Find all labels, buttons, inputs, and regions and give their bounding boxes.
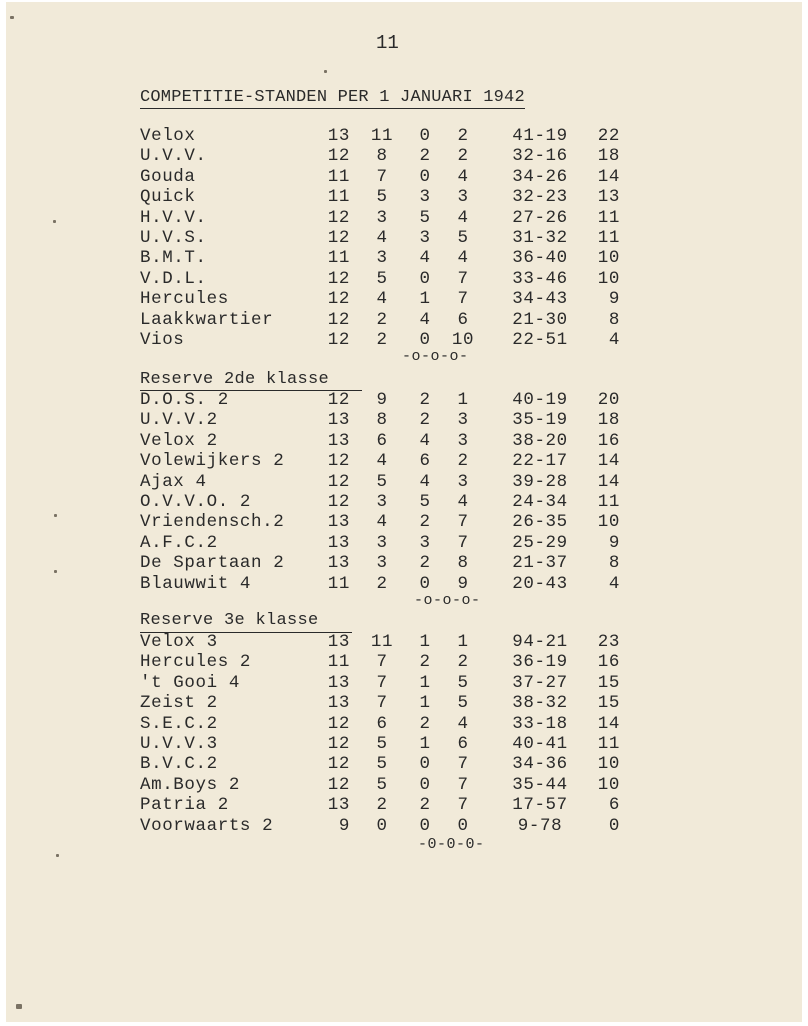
won-cell: 5: [376, 754, 388, 775]
table-row: [140, 472, 620, 492]
team-name-cell: U.V.V.2: [140, 410, 218, 431]
goals-cell: 31-32: [512, 227, 568, 248]
played-cell: 12: [327, 390, 350, 410]
won-cell: 3: [376, 532, 388, 553]
drawn-cell: 2: [419, 713, 431, 734]
played-cell: 12: [327, 491, 350, 512]
played-cell: 12: [327, 471, 350, 492]
lost-cell: 4: [457, 166, 469, 187]
points-cell: 16: [597, 652, 620, 673]
played-cell: 11: [327, 187, 350, 208]
played-cell: 12: [327, 268, 350, 289]
played-cell: 11: [327, 248, 350, 269]
lost-cell: 7: [457, 754, 469, 775]
section-separator: -o-o-o-: [414, 592, 481, 609]
team-name-cell: Vriendensch.2: [140, 512, 285, 533]
section-separator: -0-0-0-: [418, 836, 485, 853]
goals-cell: 36-40: [512, 248, 568, 269]
paper-speck: [324, 70, 327, 73]
points-cell: 14: [597, 471, 620, 492]
goals-cell: 34-43: [512, 289, 568, 310]
team-name-cell: B.M.T.: [140, 248, 207, 269]
played-cell: 12: [327, 207, 350, 228]
drawn-cell: 0: [419, 754, 431, 775]
lost-cell: 3: [457, 187, 469, 208]
goals-cell: 39-28: [512, 471, 568, 492]
team-name-cell: U.V.V.3: [140, 733, 218, 754]
played-cell: 12: [327, 733, 350, 754]
played-cell: 12: [327, 713, 350, 734]
lost-cell: 1: [457, 390, 469, 410]
table-row: [140, 492, 620, 512]
points-cell: 10: [597, 248, 620, 269]
goals-cell: 21-37: [512, 553, 568, 574]
goals-cell: 22-17: [512, 451, 568, 472]
won-cell: 5: [376, 268, 388, 289]
lost-cell: 7: [457, 512, 469, 533]
points-cell: 10: [597, 754, 620, 775]
table-row: [140, 390, 620, 410]
played-cell: 13: [327, 632, 350, 652]
goals-cell: 24-34: [512, 491, 568, 512]
drawn-cell: 0: [419, 774, 431, 795]
points-cell: 4: [608, 573, 620, 594]
goals-cell: 26-35: [512, 512, 568, 533]
goals-cell: 38-32: [512, 693, 568, 714]
team-name-cell: Hercules: [140, 289, 229, 310]
played-cell: 12: [327, 329, 350, 350]
table-row: [140, 146, 620, 166]
points-cell: 11: [597, 491, 620, 512]
goals-cell: 41-19: [512, 126, 568, 146]
drawn-cell: 1: [419, 672, 431, 693]
goals-cell: 94-21: [512, 632, 568, 652]
table-row: [140, 208, 620, 228]
lost-cell: 7: [457, 289, 469, 310]
goals-cell: 27-26: [512, 207, 568, 228]
table-row: [140, 775, 620, 795]
won-cell: 5: [376, 187, 388, 208]
won-cell: 7: [376, 693, 388, 714]
points-cell: 11: [597, 733, 620, 754]
drawn-cell: 1: [419, 733, 431, 754]
lost-cell: 6: [457, 733, 469, 754]
team-name-cell: 't Gooi 4: [140, 672, 240, 693]
points-cell: 11: [597, 227, 620, 248]
won-cell: 2: [376, 309, 388, 330]
team-name-cell: Gouda: [140, 166, 196, 187]
drawn-cell: 0: [419, 166, 431, 187]
goals-cell: 40-41: [512, 733, 568, 754]
goals-cell: 40-19: [512, 390, 568, 410]
table-row: [140, 795, 620, 815]
lost-cell: 4: [457, 248, 469, 269]
goals-cell: 35-44: [512, 774, 568, 795]
won-cell: 7: [376, 166, 388, 187]
table-row: [140, 533, 620, 553]
team-name-cell: U.V.V.: [140, 146, 207, 167]
drawn-cell: 0: [419, 126, 431, 146]
played-cell: 12: [327, 146, 350, 167]
won-cell: 2: [376, 573, 388, 594]
drawn-cell: 2: [419, 652, 431, 673]
lost-cell: 1: [457, 632, 469, 652]
won-cell: 0: [376, 815, 388, 836]
lost-cell: 7: [457, 268, 469, 289]
team-name-cell: Volewijkers 2: [140, 451, 285, 472]
table-row: [140, 126, 620, 146]
paper-speck: [10, 16, 14, 19]
points-cell: 23: [597, 632, 620, 652]
played-cell: 12: [327, 289, 350, 310]
points-cell: 0: [608, 815, 620, 836]
won-cell: 3: [376, 491, 388, 512]
drawn-cell: 2: [419, 512, 431, 533]
won-cell: 3: [376, 207, 388, 228]
typewritten-page: [6, 2, 802, 1022]
lost-cell: 4: [457, 491, 469, 512]
won-cell: 6: [376, 713, 388, 734]
goals-cell: 38-20: [512, 430, 568, 451]
table-row: [140, 289, 620, 309]
table-row: [140, 574, 620, 594]
lost-cell: 2: [457, 652, 469, 673]
drawn-cell: 2: [419, 553, 431, 574]
team-name-cell: Blauwwit 4: [140, 573, 252, 594]
won-cell: 2: [376, 329, 388, 350]
played-cell: 13: [327, 430, 350, 451]
played-cell: 12: [327, 451, 350, 472]
drawn-cell: 1: [419, 632, 431, 652]
team-name-cell: Velox: [140, 126, 196, 146]
drawn-cell: 6: [419, 451, 431, 472]
lost-cell: 2: [457, 126, 469, 146]
drawn-cell: 2: [419, 390, 431, 410]
paper-speck: [54, 570, 57, 573]
drawn-cell: 4: [419, 430, 431, 451]
page-title: COMPETITIE-STANDEN PER 1 JANUARI 1942: [140, 88, 525, 107]
lost-cell: 3: [457, 430, 469, 451]
table-row: [140, 269, 620, 289]
lost-cell: 5: [457, 227, 469, 248]
table-row: [140, 451, 620, 471]
team-name-cell: Voorwaarts 2: [140, 815, 274, 836]
points-cell: 10: [597, 774, 620, 795]
goals-cell: 21-30: [512, 309, 568, 330]
played-cell: 12: [327, 754, 350, 775]
team-name-cell: Velox 2: [140, 430, 218, 451]
lost-cell: 6: [457, 309, 469, 330]
played-cell: 12: [327, 227, 350, 248]
table-row: [140, 816, 620, 836]
team-name-cell: H.V.V.: [140, 207, 207, 228]
team-name-cell: Ajax 4: [140, 471, 207, 492]
team-name-cell: Hercules 2: [140, 652, 252, 673]
standings-table-main: [140, 126, 620, 350]
table-row: [140, 553, 620, 573]
won-cell: 5: [376, 471, 388, 492]
points-cell: 15: [597, 693, 620, 714]
drawn-cell: 2: [419, 795, 431, 816]
goals-cell: 32-23: [512, 187, 568, 208]
played-cell: 13: [327, 410, 350, 431]
drawn-cell: 3: [419, 187, 431, 208]
goals-cell: 34-36: [512, 754, 568, 775]
won-cell: 3: [376, 248, 388, 269]
drawn-cell: 5: [419, 207, 431, 228]
team-name-cell: Vios: [140, 329, 185, 350]
drawn-cell: 4: [419, 471, 431, 492]
standings-table-reserve-3e-klasse: [140, 632, 620, 836]
table-row: [140, 228, 620, 248]
lost-cell: 7: [457, 774, 469, 795]
goals-cell: 37-27: [512, 672, 568, 693]
won-cell: 4: [376, 227, 388, 248]
table-row: [140, 167, 620, 187]
goals-cell: 35-19: [512, 410, 568, 431]
team-name-cell: Velox 3: [140, 632, 218, 652]
won-cell: 7: [376, 652, 388, 673]
lost-cell: 2: [457, 146, 469, 167]
played-cell: 13: [327, 693, 350, 714]
table-row: [140, 330, 620, 350]
played-cell: 13: [327, 126, 350, 146]
points-cell: 20: [597, 390, 620, 410]
won-cell: 8: [376, 146, 388, 167]
team-name-cell: B.V.C.2: [140, 754, 218, 775]
played-cell: 12: [327, 774, 350, 795]
played-cell: 13: [327, 672, 350, 693]
goals-cell: 20-43: [512, 573, 568, 594]
drawn-cell: 0: [419, 329, 431, 350]
goals-cell: 17-57: [512, 795, 568, 816]
table-row: [140, 187, 620, 207]
lost-cell: 8: [457, 553, 469, 574]
lost-cell: 7: [457, 795, 469, 816]
team-name-cell: D.O.S. 2: [140, 390, 229, 410]
table-row: [140, 410, 620, 430]
lost-cell: 10: [451, 329, 475, 350]
points-cell: 11: [597, 207, 620, 228]
won-cell: 7: [376, 672, 388, 693]
points-cell: 13: [597, 187, 620, 208]
points-cell: 18: [597, 410, 620, 431]
team-name-cell: U.V.S.: [140, 227, 207, 248]
section-separator: -o-o-o-: [402, 348, 469, 365]
standings-table-reserve-2de-klasse: [140, 390, 620, 594]
points-cell: 22: [597, 126, 620, 146]
team-name-cell: Laakkwartier: [140, 309, 274, 330]
team-name-cell: A.F.C.2: [140, 532, 218, 553]
drawn-cell: 2: [419, 146, 431, 167]
table-row: [140, 754, 620, 774]
table-row: [140, 693, 620, 713]
team-name-cell: Patria 2: [140, 795, 229, 816]
team-name-cell: De Spartaan 2: [140, 553, 285, 574]
goals-cell: 25-29: [512, 532, 568, 553]
drawn-cell: 0: [419, 815, 431, 836]
played-cell: 13: [327, 795, 350, 816]
table-row: [140, 652, 620, 672]
drawn-cell: 4: [419, 248, 431, 269]
team-name-cell: Zeist 2: [140, 693, 218, 714]
section-title-reserve-3e-klasse: Reserve 3e klasse: [140, 611, 319, 630]
played-cell: 11: [327, 166, 350, 187]
lost-cell: 5: [457, 672, 469, 693]
table-row: [140, 714, 620, 734]
goals-cell: 36-19: [512, 652, 568, 673]
table-row: [140, 734, 620, 754]
drawn-cell: 3: [419, 227, 431, 248]
points-cell: 10: [597, 512, 620, 533]
points-cell: 9: [608, 532, 620, 553]
lost-cell: 7: [457, 532, 469, 553]
won-cell: 4: [376, 451, 388, 472]
goals-cell: 32-16: [512, 146, 568, 167]
points-cell: 16: [597, 430, 620, 451]
played-cell: 12: [327, 309, 350, 330]
team-name-cell: Am.Boys 2: [140, 774, 240, 795]
page-number: 11: [376, 32, 399, 54]
points-cell: 9: [608, 289, 620, 310]
won-cell: 4: [376, 512, 388, 533]
won-cell: 5: [376, 733, 388, 754]
won-cell: 4: [376, 289, 388, 310]
points-cell: 15: [597, 672, 620, 693]
table-row: [140, 512, 620, 532]
drawn-cell: 1: [419, 289, 431, 310]
lost-cell: 2: [457, 451, 469, 472]
won-cell: 3: [376, 553, 388, 574]
goals-cell: 9-78: [517, 815, 563, 836]
points-cell: 8: [608, 309, 620, 330]
goals-cell: 33-18: [512, 713, 568, 734]
section-title-reserve-2de-klasse: Reserve 2de klasse: [140, 370, 330, 389]
played-cell: 13: [327, 553, 350, 574]
goals-cell: 33-46: [512, 268, 568, 289]
paper-speck: [54, 514, 57, 517]
team-name-cell: O.V.V.O. 2: [140, 491, 252, 512]
won-cell: 9: [376, 390, 388, 410]
points-cell: 8: [608, 553, 620, 574]
drawn-cell: 1: [419, 693, 431, 714]
table-row: [140, 248, 620, 268]
played-cell: 9: [338, 815, 350, 836]
drawn-cell: 5: [419, 491, 431, 512]
played-cell: 11: [327, 652, 350, 673]
lost-cell: 4: [457, 207, 469, 228]
played-cell: 13: [327, 512, 350, 533]
lost-cell: 3: [457, 471, 469, 492]
won-cell: 5: [376, 774, 388, 795]
goals-cell: 34-26: [512, 166, 568, 187]
lost-cell: 3: [457, 410, 469, 431]
team-name-cell: S.E.C.2: [140, 713, 218, 734]
drawn-cell: 0: [419, 268, 431, 289]
table-row: [140, 673, 620, 693]
points-cell: 6: [608, 795, 620, 816]
team-name-cell: Quick: [140, 187, 196, 208]
table-row: [140, 310, 620, 330]
won-cell: 2: [376, 795, 388, 816]
points-cell: 14: [597, 166, 620, 187]
table-row: [140, 632, 620, 652]
won-cell: 6: [376, 430, 388, 451]
team-name-cell: V.D.L.: [140, 268, 207, 289]
lost-cell: 4: [457, 713, 469, 734]
won-cell: 11: [370, 632, 394, 652]
points-cell: 4: [608, 329, 620, 350]
table-row: [140, 431, 620, 451]
points-cell: 14: [597, 451, 620, 472]
drawn-cell: 0: [419, 573, 431, 594]
lost-cell: 9: [457, 573, 469, 594]
won-cell: 11: [370, 126, 394, 146]
played-cell: 11: [327, 573, 350, 594]
points-cell: 14: [597, 713, 620, 734]
points-cell: 10: [597, 268, 620, 289]
paper-speck: [56, 854, 59, 857]
drawn-cell: 4: [419, 309, 431, 330]
lost-cell: 0: [457, 815, 469, 836]
drawn-cell: 2: [419, 410, 431, 431]
played-cell: 13: [327, 532, 350, 553]
paper-speck: [53, 220, 56, 223]
goals-cell: 22-51: [512, 329, 568, 350]
drawn-cell: 3: [419, 532, 431, 553]
won-cell: 8: [376, 410, 388, 431]
lost-cell: 5: [457, 693, 469, 714]
paper-speck: [16, 1004, 22, 1009]
points-cell: 18: [597, 146, 620, 167]
